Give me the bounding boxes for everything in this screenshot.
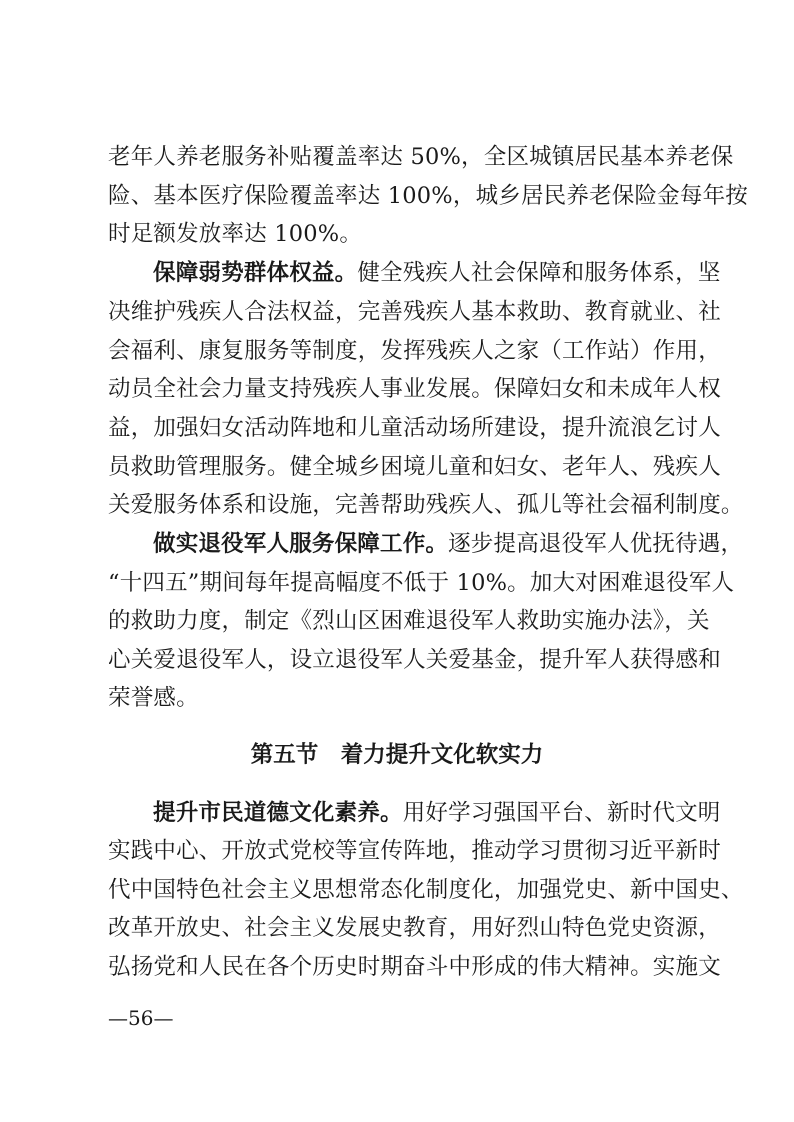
body-text-line: 动员全社会力量支持残疾人事业发展。保障妇女和未成年人权 [108,376,721,402]
body-text-line: 代中国特色社会主义思想常态化制度化，加强党史、新中国史、 [108,877,744,903]
body-text-line: 改革开放史、社会主义发展史教育，用好烈山特色党史资源， [108,915,721,941]
body-text-line: 实践中心、开放式党校等宣传阵地，推动学习贯彻习近平新时 [108,838,721,864]
paragraph-heading: 保障弱势群体权益。 [153,260,358,286]
body-text-line: 时足额发放率达 100%。 [108,221,363,247]
page-number: —56— [108,1006,174,1030]
body-text-line: 会福利、康复服务等制度，发挥残疾人之家（工作站）作用， [108,338,721,364]
body-text-line: “十四五”期间每年提高幅度不低于 10%。加大对困难退役军人 [108,570,735,596]
paragraph-heading: 做实退役军人服务保障工作。 [153,531,449,557]
body-text-line: 荣誉感。 [108,685,199,711]
body-text: 健全残疾人社会保障和服务体系，坚 [357,260,721,286]
paragraph-first-line [153,531,744,557]
paragraph-first-line [153,260,721,286]
body-text-line: 关爱服务体系和设施，完善帮助残疾人、孤儿等社会福利制度。 [108,492,744,518]
paragraph-heading: 提升市民道德文化素养。 [153,800,403,826]
body-text-line: 员救助管理服务。健全城乡困境儿童和妇女、老年人、残疾人 [108,454,721,480]
body-text: 用好学习强国平台、新时代文明 [402,800,721,826]
body-text-line: 益，加强妇女活动阵地和儿童活动场所建设，提升流浪乞讨人 [108,415,721,441]
body-text-line: 的救助力度，制定《烈山区困难退役军人救助实施办法》，关 [108,608,710,634]
body-text-line: 弘扬党和人民在各个历史时期奋斗中形成的伟大精神。实施文 [108,954,721,980]
body-text-line: 险、基本医疗保险覆盖率达 100%，城乡居民养老保险金每年按 [108,183,748,209]
body-text-line: 决维护残疾人合法权益，完善残疾人基本救助、教育就业、社 [108,299,721,325]
paragraph-first-line [153,800,721,826]
body-text-line: 老年人养老服务补贴覆盖率达 50%，全区城镇居民基本养老保 [108,144,734,170]
body-text-line: 心关爱退役军人，设立退役军人关爱基金，提升军人获得感和 [108,647,721,673]
body-text: 逐步提高退役军人优抚待遇， [448,531,744,557]
section-title: 第五节 着力提升文化软实力 [250,742,544,768]
